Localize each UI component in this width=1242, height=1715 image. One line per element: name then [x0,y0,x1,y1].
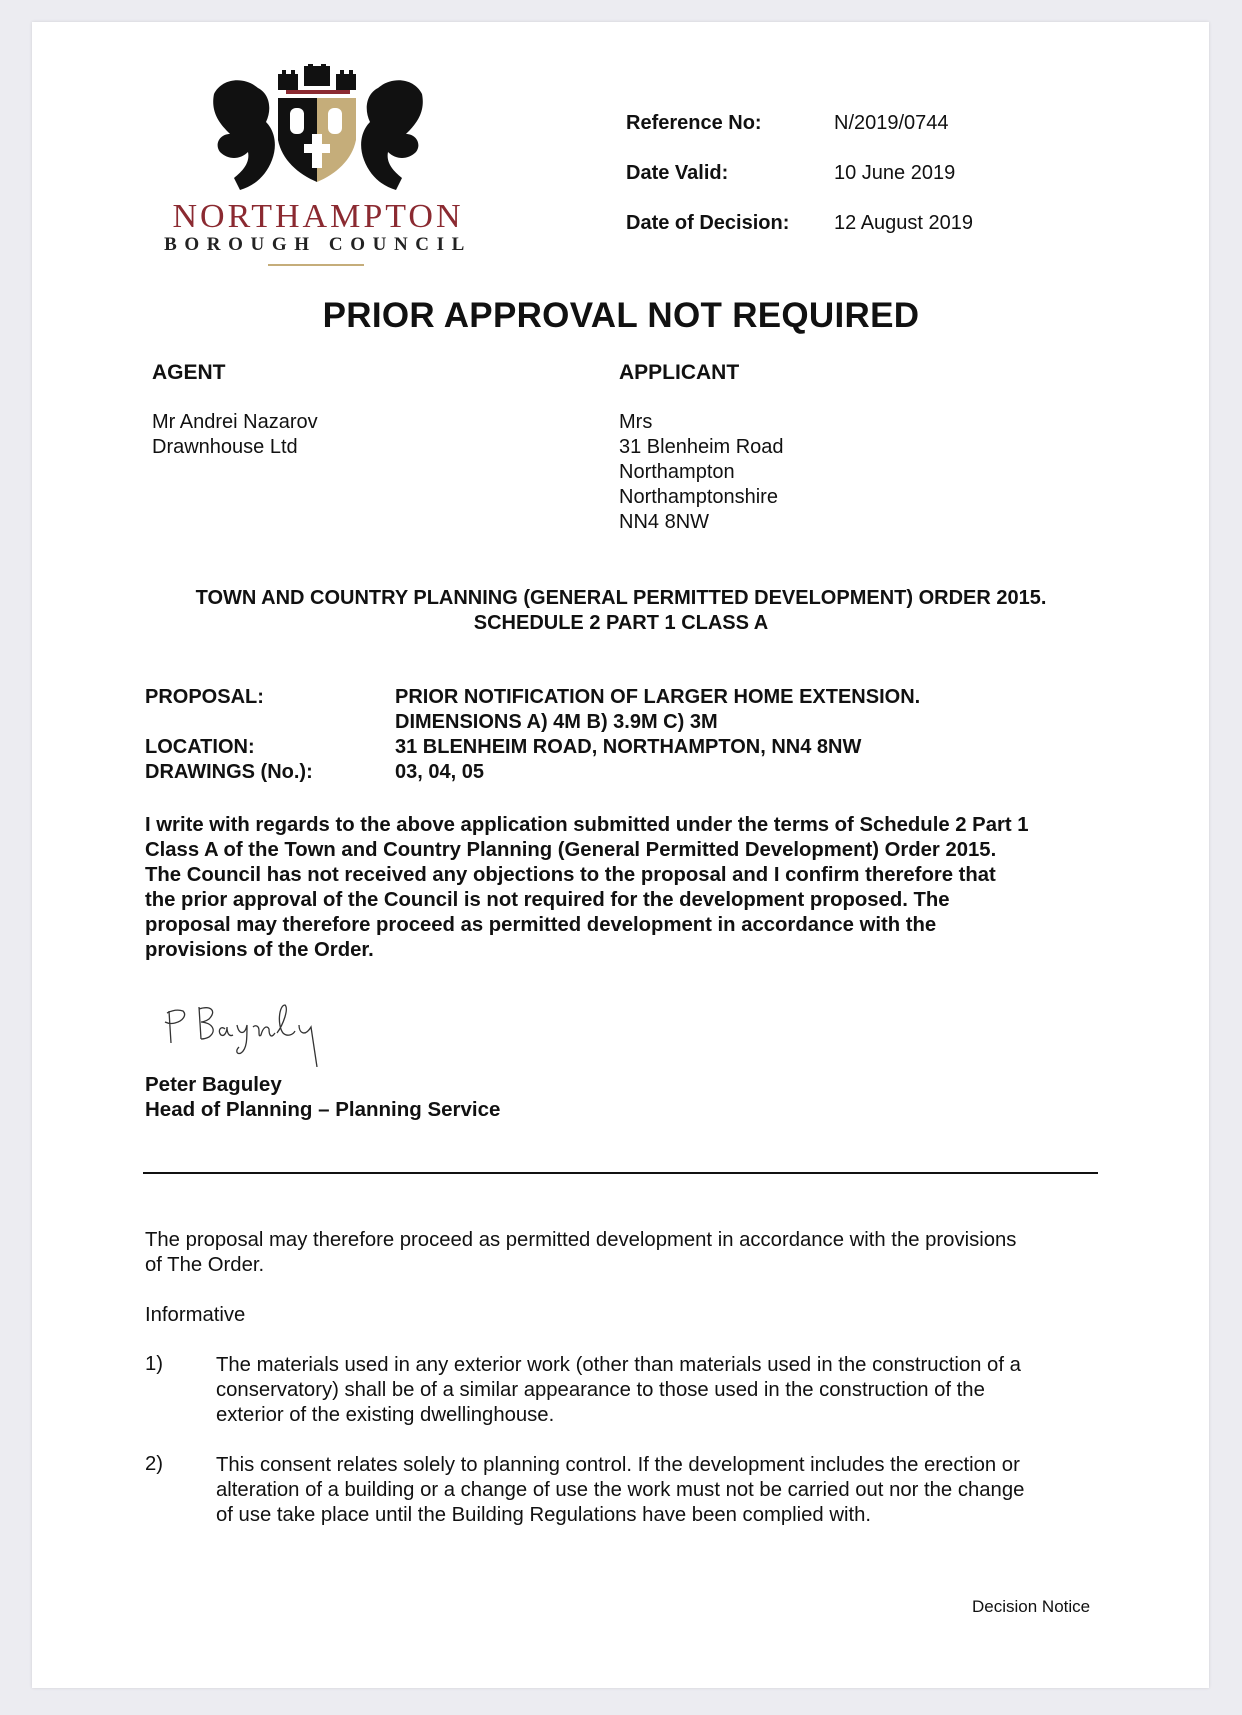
applicant-heading: APPLICANT [619,361,740,384]
paragraph-line: I write with regards to the above application submitted under the terms of Schedule 2 Part 1 [145,814,1029,836]
closing-paragraph [145,1228,1105,1278]
applicant-line: 31 Blenheim Road [619,436,784,458]
paragraph-line: The Council has not received any objections to the proposal and I confirm therefore that [145,864,996,886]
paragraph-line: provisions of the Order. [145,939,374,961]
document-title: PRIOR APPROVAL NOT REQUIRED [322,296,920,335]
order-line2: SCHEDULE 2 PART 1 CLASS A [473,612,769,634]
drawings-label: DRAWINGS (No.): [145,761,313,783]
informative-heading: Informative [145,1304,246,1326]
date-valid-value: 10 June 2019 [834,162,956,184]
drawings-value: 03, 04, 05 [395,761,484,783]
informative-item [216,1353,1106,1428]
paragraph-line: The proposal may therefore proceed as permitted development in accordance with the provisions [145,1229,1017,1251]
date-decision-value: 12 August 2019 [834,212,974,234]
item-line: This consent relates solely to planning control. If the development includes the erection or [216,1454,1020,1476]
date-valid-label: Date Valid: [626,162,729,184]
proposal-line: PRIOR NOTIFICATION OF LARGER HOME EXTENSION. [395,686,921,708]
informative-number: 1) [145,1353,164,1375]
handwritten-signature [155,995,345,1067]
item-line: exterior of the existing dwellinghouse. [216,1404,555,1426]
item-line: The materials used in any exterior work (other than materials used in the construction of a [216,1354,1021,1376]
signatory-title: Head of Planning – Planning Service [145,1098,501,1121]
council-crest-icon [200,64,436,194]
agent-line: Drawnhouse Ltd [152,436,298,458]
location-label: LOCATION: [145,736,255,758]
location-value: 31 BLENHEIM ROAD, NORTHAMPTON, NN4 8NW [395,736,862,758]
reference-value: N/2019/0744 [834,112,949,134]
paragraph-line: of The Order. [145,1254,265,1276]
logo-name-line2: BOROUGH COUNCIL [164,234,472,255]
logo-rule [268,264,364,266]
section-divider [143,1172,1098,1174]
order-heading [0,586,1242,636]
proposal-label: PROPOSAL: [145,686,264,708]
item-line: of use take place until the Building Regulations have been complied with. [216,1504,872,1526]
item-line: alteration of a building or a change of use the work must not be carried out nor the change [216,1479,1025,1501]
applicant-line: NN4 8NW [619,511,710,533]
signatory-name: Peter Baguley [145,1073,282,1096]
paragraph-line: Class A of the Town and Country Planning (General Permitted Development) Order 2015. [145,839,997,861]
proposal-line: DIMENSIONS A) 4M B) 3.9M C) 3M [395,711,718,733]
agent-line: Mr Andrei Nazarov [152,411,318,433]
applicant-address [619,410,784,535]
informative-item [216,1453,1106,1528]
page-footer-label: Decision Notice [972,1597,1091,1616]
informative-number: 2) [145,1453,164,1475]
proposal-value [395,685,920,735]
agent-heading: AGENT [152,361,226,384]
agent-address [152,410,318,460]
applicant-line: Northamptonshire [619,486,778,508]
applicant-line: Northampton [619,461,735,483]
logo-name-line1: NORTHAMPTON [172,198,464,235]
applicant-line: Mrs [619,411,653,433]
item-line: conservatory) shall be of a similar appearance to those used in the construction of the [216,1379,985,1401]
order-line1: TOWN AND COUNTRY PLANNING (GENERAL PERMITTED DEVELOPMENT) ORDER 2015. [195,587,1047,609]
date-decision-label: Date of Decision: [626,212,790,234]
paragraph-line: the prior approval of the Council is not required for the development proposed. The [145,889,950,911]
paragraph-line: proposal may therefore proceed as permitted development in accordance with the [145,914,937,936]
reference-label: Reference No: [626,112,762,134]
council-logo [160,64,480,269]
decision-paragraph [145,813,1100,963]
